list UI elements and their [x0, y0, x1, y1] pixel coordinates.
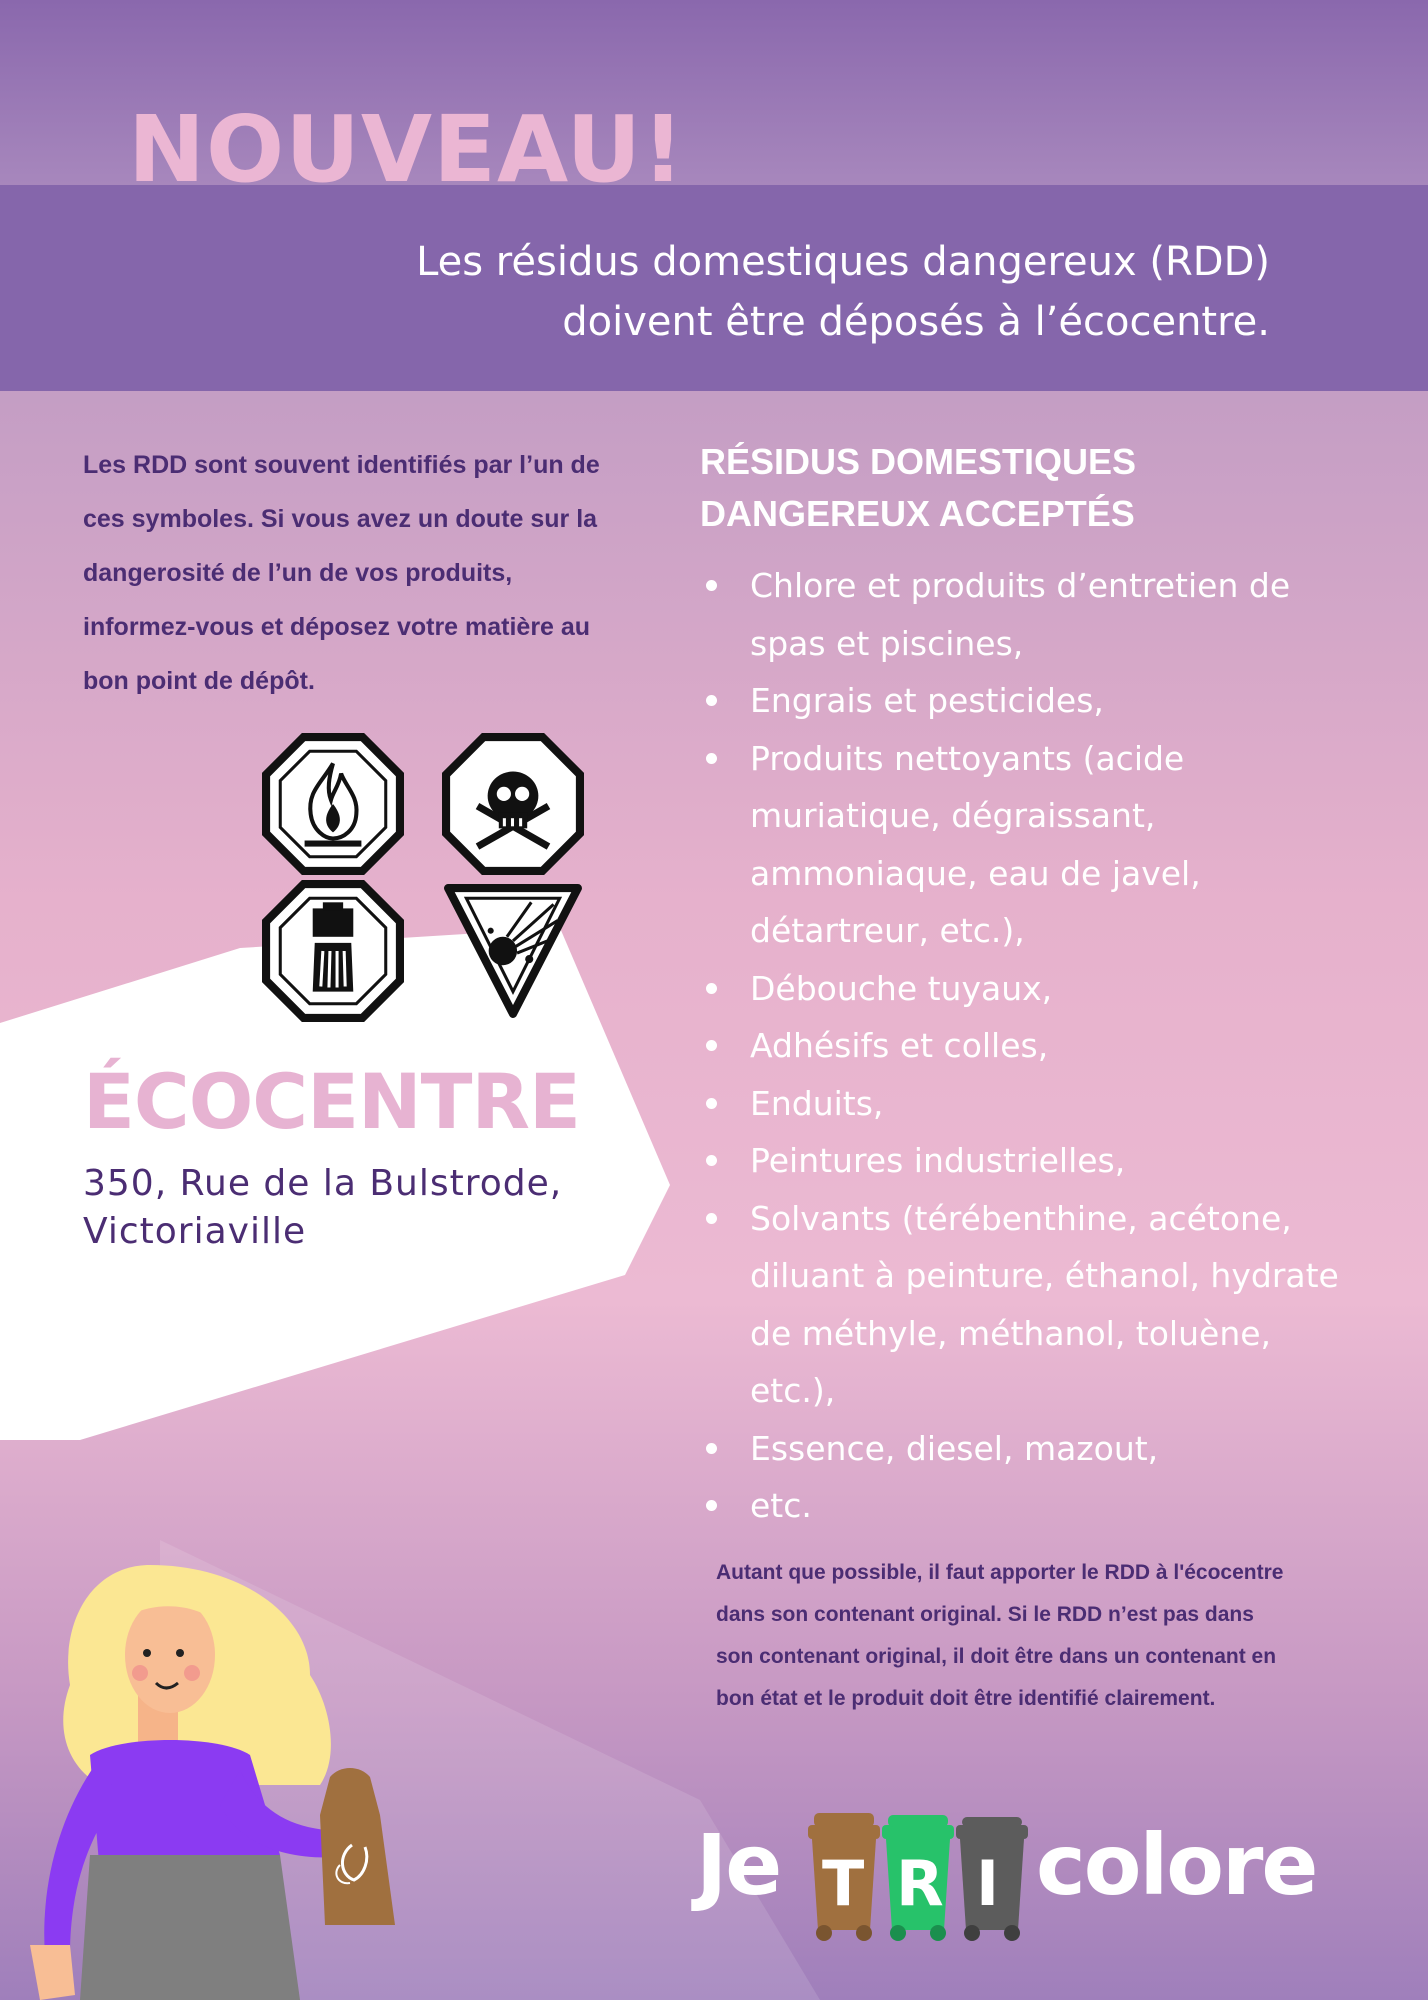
bullet-icon [706, 1500, 717, 1511]
list-item-text: Enduits, [750, 1083, 884, 1123]
list-item-text: Débouche tuyaux, [750, 968, 1053, 1008]
list-item [700, 1075, 1340, 1133]
flammable-icon [262, 733, 404, 875]
accepted-list-title: RÉSIDUS DOMESTIQUES DANGEREUX ACCEPTÉS [700, 441, 1137, 534]
list-item-text: Produits nettoyants (acide muriatique, dégraissant, ammoniaque, eau de javel, détartreur, etc.), [750, 738, 1201, 950]
address-line-2: Victoriaville [83, 1211, 307, 1252]
headline: NOUVEAU! [128, 96, 685, 203]
accepted-list [700, 557, 1340, 1535]
list-item-text: Essence, diesel, mazout, [750, 1428, 1159, 1468]
list-item [700, 1017, 1340, 1075]
list-item-text: Chlore et produits d’entretien de spas et piscines, [750, 566, 1291, 663]
bullet-icon [706, 1098, 717, 1109]
list-item [700, 1477, 1340, 1535]
list-item-text: Adhésifs et colles, [750, 1026, 1049, 1065]
hazard-symbols [262, 730, 592, 1020]
corrosive-icon [262, 880, 404, 1022]
bullet-icon [706, 1040, 717, 1051]
intro-text: Les RDD sont souvent identifiés par l’un de ces symboles. Si vous avez un doute sur la dangerosité de l’un de vos produits, informez-vous et déposez votre matière au bon point de dépôt. [83, 451, 600, 695]
bullet-icon [706, 580, 717, 591]
list-item-text: Engrais et pesticides, [750, 681, 1104, 720]
header-subtitle [270, 232, 1270, 352]
bullet-icon [706, 983, 717, 994]
bullet-icon [706, 1213, 717, 1224]
je-tricolore-logo [696, 1805, 1317, 1945]
list-item-text: etc. [750, 1486, 812, 1525]
list-item [700, 960, 1340, 1018]
list-item [700, 730, 1340, 960]
list-item [700, 672, 1340, 730]
explosive-icon [442, 880, 584, 1022]
bullet-icon [706, 1155, 717, 1166]
list-item-text: Solvants (térébenthine, acétone, diluant à peinture, éthanol, hydrate de méthyle, méthanol, toluène, etc.), [750, 1198, 1339, 1410]
ecocentre-address [83, 1160, 603, 1256]
logo-letter-r: R [896, 1847, 944, 1920]
bullet-icon [706, 1443, 717, 1454]
logo-prefix: Je [696, 1816, 781, 1914]
woman-illustration [20, 1555, 460, 2000]
logo-letter-t: T [822, 1847, 865, 1920]
logo-letter-i: I [976, 1847, 1000, 1920]
list-item [700, 557, 1340, 672]
list-item-text: Peintures industrielles, [750, 1141, 1126, 1180]
poison-skull-icon [442, 733, 584, 875]
subtitle-line-2: doivent être déposés à l’écocentre. [562, 299, 1270, 345]
container-note: Autant que possible, il faut apporter le RDD à l'écocentre dans son contenant original. Si le RDD n’est pas dans son contenant original, il doit être dans un contenant en bon état et le produit doit être identifié clairement. [716, 1561, 1284, 1710]
subtitle-line-1: Les résidus domestiques dangereux (RDD) [416, 239, 1270, 285]
bullet-icon [706, 695, 717, 706]
list-item [700, 1190, 1340, 1420]
ecocentre-title: ÉCOCENTRE [83, 1057, 580, 1146]
list-item [700, 1420, 1340, 1478]
address-line-1: 350, Rue de la Bulstrode, [83, 1163, 563, 1204]
logo-suffix: colore [1036, 1816, 1317, 1914]
bullet-icon [706, 753, 717, 764]
list-item [700, 1132, 1340, 1190]
